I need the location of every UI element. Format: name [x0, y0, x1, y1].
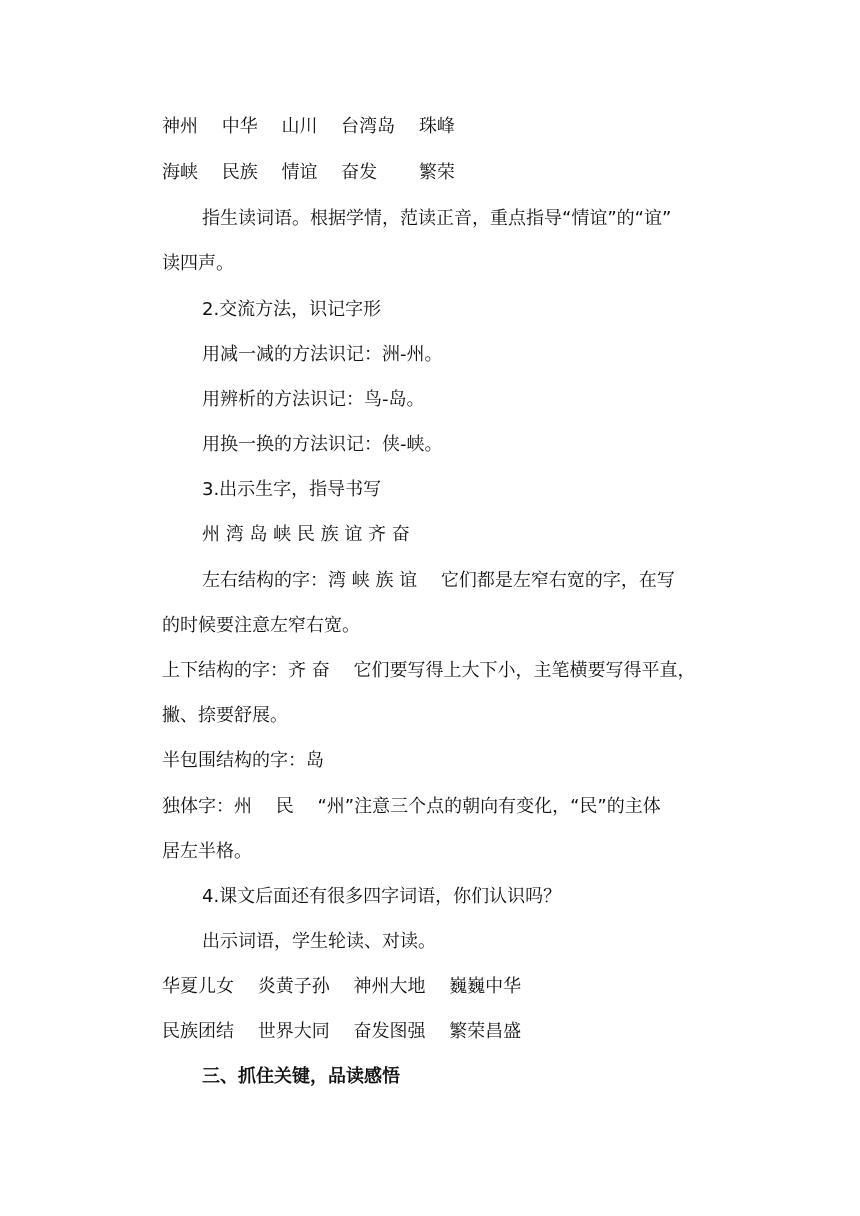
word-list-line-1: 神州 中华 山川 台湾岛 珠峰: [162, 116, 455, 137]
section-heading-3: 3.出示生字，指导书写: [202, 479, 382, 500]
show-words-line: 出示词语，学生轮读、对读。: [202, 931, 436, 952]
method-line-2: 用辨析的方法识记：鸟-岛。: [202, 389, 425, 410]
paragraph-reading-guide: 指生读词语。根据学情，范读正音，重点指导“情谊”的“谊”: [202, 208, 672, 229]
structure-left-right: 左右结构的字：湾 峡 族 谊 它们都是左窄右宽的字，在写: [202, 570, 675, 591]
section-heading-three: 三、抓住关键，品读感悟: [202, 1066, 400, 1087]
structure-half-enclosed: 半包围结构的字：岛: [162, 750, 324, 771]
idiom-line-2: 民族团结 世界大同 奋发图强 繁荣昌盛: [162, 1021, 522, 1042]
method-line-1: 用减一减的方法识记：洲-州。: [202, 344, 443, 365]
paragraph-reading-guide-cont: 读四声。: [162, 253, 234, 274]
structure-top-bottom-cont: 撇、捺要舒展。: [162, 705, 288, 726]
structure-top-bottom: 上下结构的字：齐 奋 它们要写得上大下小，主笔横要写得平直，: [162, 660, 696, 681]
section-heading-4: 4.课文后面还有很多四字词语，你们认识吗？: [202, 886, 562, 907]
character-list: 州 湾 岛 峡 民 族 谊 齐 奋: [202, 524, 410, 545]
method-line-3: 用换一换的方法识记：侠-峡。: [202, 434, 443, 455]
section-heading-2: 2.交流方法，识记字形: [202, 299, 382, 320]
structure-left-right-cont: 的时候要注意左窄右宽。: [162, 615, 360, 636]
idiom-line-1: 华夏儿女 炎黄子孙 神州大地 巍巍中华: [162, 976, 522, 997]
word-list-line-2: 海峡 民族 情谊 奋发 繁荣: [162, 162, 455, 183]
structure-single-cont: 居左半格。: [162, 841, 252, 862]
structure-single: 独体字：州 民 “州”注意三个点的朝向有变化，“民”的主体: [162, 796, 661, 817]
